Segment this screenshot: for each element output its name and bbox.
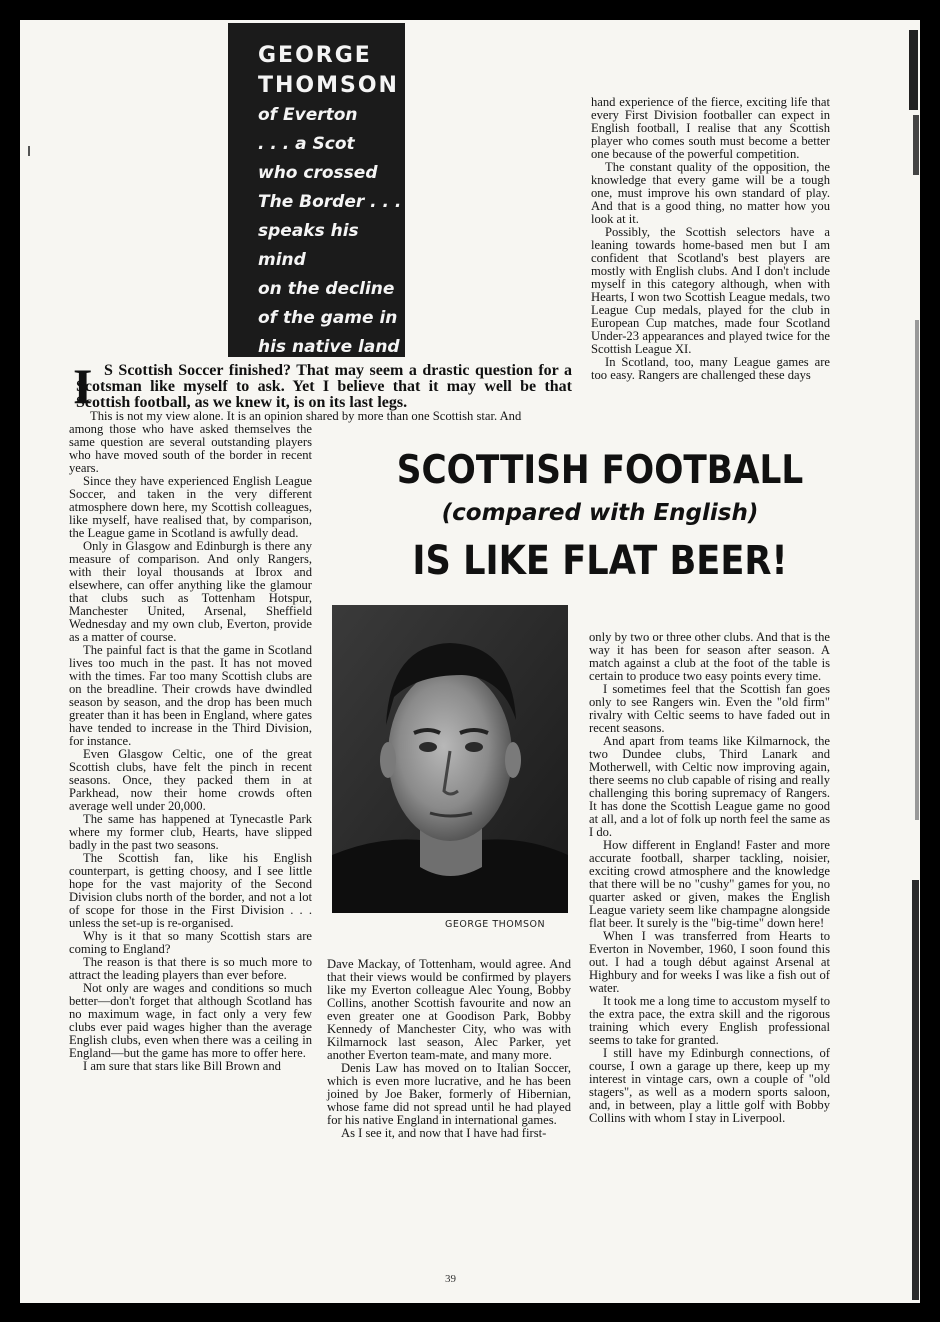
intro-line: of Everton <box>258 105 358 125</box>
paragraph: Only in Glasgow and Edinburgh is there any measure of comparison. And only Rangers, with their loyal thousands at Ibrox and elsewhere, can offer anything like the glamour that clubs such as Tottenham Hotspur, Manchester United, Arsenal, Sheffield Wednesday and my own club, Everton, provide as a matter of course. <box>69 539 312 644</box>
paragraph: The Scottish fan, like his English counterpart, is getting choosy, and I see little hope for the vast majority of the Second Division clubs north of the border, and not a lot of scope for those in the First Division . . . unless the set-up is re-organised. <box>69 851 312 930</box>
column-2 <box>327 958 571 1140</box>
paragraph: Why is it that so many Scottish stars are coming to England? <box>69 929 312 956</box>
intro-line: of the game in <box>258 308 398 328</box>
lead-text: S Scottish Soccer finished? That may seem a drastic question for a Scotsman like myself to ask. Yet I believe that it may well be that Scottish football, as we knew it, is on its last legs. <box>76 362 572 411</box>
page-edge-marks <box>907 20 920 1303</box>
paragraph: It took me a long time to accustom myself to the extra pace, the extra skill and the rigorous training which every English professional seems to take for granted. <box>589 994 830 1047</box>
lead-paragraph <box>76 363 572 411</box>
paragraph: I still have my Edinburgh connections, of course, I own a garage up there, keep up my interest in vintage cars, own a couple of "old stagers", as well as a modern sports saloon, and, in between, play a little golf with Bobby Collins with whom I stay in Liverpool. <box>589 1046 830 1125</box>
paragraph: How different in England! Faster and more accurate football, sharper tackling, noisier, exciting crowd atmosphere and the knowledge that there will be no "cushy" games for you, no quarter asked or given, makes the English League variety seem like champagne alongside flat beer. It surely is the "big-time" down here! <box>589 838 830 930</box>
paragraph: As I see it, and now that I have had first- <box>341 1126 547 1140</box>
photo-caption: GEORGE THOMSON <box>445 919 546 930</box>
intro-line: The Border . . . <box>258 192 402 212</box>
paragraph: The constant quality of the opposition, the knowledge that every game will be a tough one, must improve his own standard of play. And that is a good thing, no matter how you look at it. <box>591 160 830 226</box>
paragraph: only by two or three other clubs. And that is the way it has been for season after season. A match against a club at the foot of the table is certain to produce two easy points every time. <box>589 630 830 683</box>
paragraph: I am sure that stars like Bill Brown and <box>83 1059 281 1073</box>
margin-mark <box>28 146 30 156</box>
paragraph: When I was transferred from Hearts to Everton in November, 1960, I soon found this out. I had a tough début against Arsenal at Highbury and for weeks I was like a fish out of water. <box>589 929 830 995</box>
magazine-page <box>20 20 920 1303</box>
paragraph: Denis Law has moved on to Italian Soccer, which is even more lucrative, and he has been joined by Joe Baker, formerly of Hibernian, whose fame did not spread until he had played for his native England in international games. <box>327 1061 571 1127</box>
paragraph: In Scotland, too, many League games are too easy. Rangers are challenged these days <box>591 355 830 382</box>
intro-name-first: GEORGE <box>258 43 372 68</box>
intro-name-last: THOMSON <box>258 73 399 98</box>
paragraph: I sometimes feel that the Scottish fan goes only to see Rangers win. Even the "old firm" rivalry with Celtic seems to have faded out in recent seasons. <box>589 682 830 735</box>
paragraph: Dave Mackay, of Tottenham, would agree. And that their views would be confirmed by players like my Everton colleague Alec Young, Bobby Collins, another Scottish favourite and now an even greater one at Goodison Park, Bobby Kennedy of Manchester City, who was with Kilmarnock last season, Alec Parker, yet another Everton team-mate, and many more. <box>327 957 571 1062</box>
paragraph: Possibly, the Scottish selectors have a leaning towards home-based men but I am confident that Scotland's best players are mostly with English clubs. And I don't include myself in this category although, when with Hearts, I won two Scottish League medals, two League Cup medals, played for the club in European Cup matches, made four Scotland Under-23 appearances and played twice for the Scottish League XI. <box>591 225 830 356</box>
intro-line: speaks his mind <box>258 221 359 270</box>
intro-box <box>228 23 405 357</box>
paragraph: The painful fact is that the game in Scotland lives too much in the past. It has not moved with the times. Far too many Scottish clubs are on the breadline. Their crowds have dwindled season by season, and the drop has been much greater than it has been in England, where gates have tended to increase in the Third Division, for instance. <box>69 643 312 748</box>
column-1 <box>69 423 312 1073</box>
intro-line: . . . a Scot <box>258 134 355 154</box>
page-number: 39 <box>445 1273 456 1285</box>
paragraph: among those who have asked themselves the same question are several outstanding players who have moved south of the border in recent years. <box>69 422 312 475</box>
column-3-bottom <box>589 631 830 1125</box>
headline-line-2: (compared with English) <box>441 500 759 526</box>
intro-line: on the decline <box>258 279 395 299</box>
column-3-top <box>591 96 830 382</box>
paragraph: Not only are wages and conditions so much better—don't forget that although Scotland has no maximum wage, in fact only a very few clubs ever paid wages higher than the average English clubs, even when there was a ceiling in England—but the game has more to offer here. <box>69 981 312 1060</box>
headline-line-3: IS LIKE FLAT BEER! <box>412 538 788 584</box>
portrait-image <box>332 605 568 913</box>
lead-tail: This is not my view alone. It is an opinion shared by more than one Scottish star. And <box>90 409 522 423</box>
paragraph: Since they have experienced English League Soccer, and taken in the very different atmosphere down here, my Scottish colleagues, like myself, have realised that, by comparison, the League game in Scotland is awfully dead. <box>69 474 312 540</box>
paragraph: The reason is that there is so much more to attract the leading players than ever before. <box>69 955 312 982</box>
paragraph: The same has happened at Tynecastle Park where my former club, Hearts, have slipped badly in the past two seasons. <box>69 812 312 852</box>
paragraph: And apart from teams like Kilmarnock, the two Dundee clubs, Third Lanark and Motherwell, with Celtic now improving again, there seems no club capable of rising and really challenging this boring supremacy of Rangers. It has done the Scottish League game no good at all, and a lot of folk up north feel the same as I do. <box>589 734 830 839</box>
headline-line-1: SCOTTISH FOOTBALL <box>396 448 804 493</box>
drop-cap: I <box>73 358 93 414</box>
intro-line: his native land <box>258 337 400 357</box>
paragraph: hand experience of the fierce, exciting life that every First Division footballer can expect in English football, I realise that any Scottish player who comes south must become a better one because of the powerful competition. <box>591 95 830 161</box>
intro-line: who crossed <box>258 163 378 183</box>
paragraph: Even Glasgow Celtic, one of the great Scottish clubs, have felt the pinch in recent seasons. Once, they packed them in at Parkhead, now their home crowds often average well under 20,000. <box>69 747 312 813</box>
player-photo <box>331 605 570 933</box>
